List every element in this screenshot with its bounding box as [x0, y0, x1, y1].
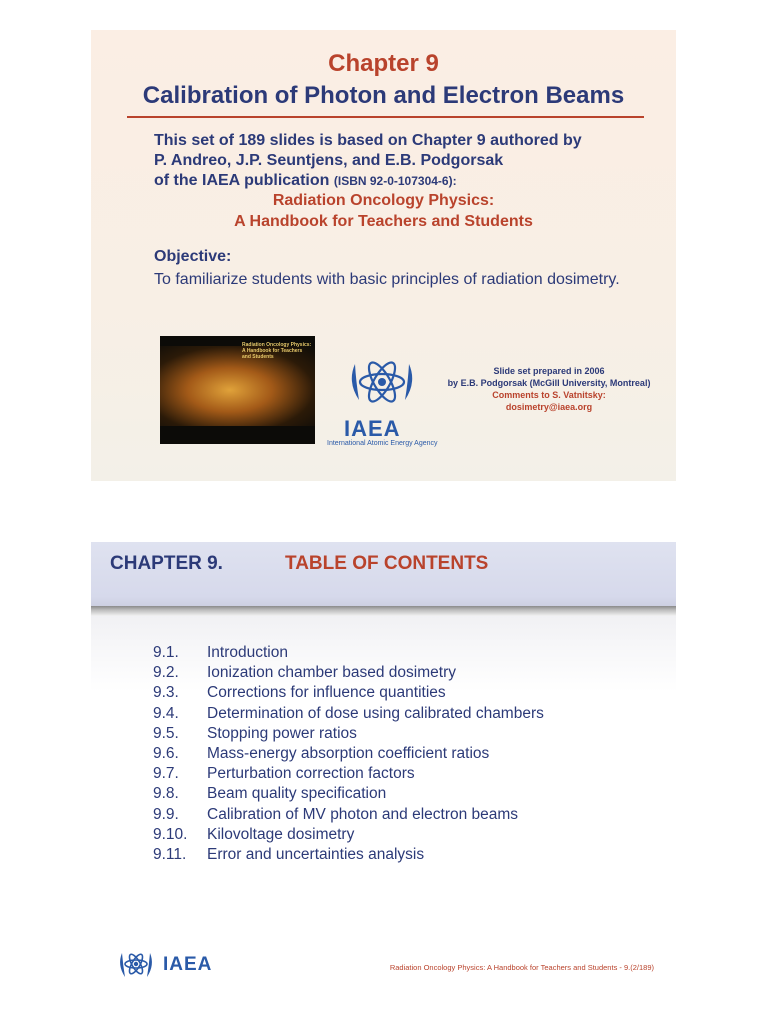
toc-heading: TABLE OF CONTENTS [285, 553, 489, 574]
toc-item [153, 785, 544, 805]
title-slide [91, 30, 676, 481]
toc-title: Ionization chamber based dosimetry [207, 664, 456, 682]
prepared-line-2: by E.B. Podgorsak (McGill University, Montreal) [447, 378, 651, 388]
footer-text: Radiation Oncology Physics: A Handbook for Teachers and Students - 9.(2/189) [389, 963, 654, 972]
title-divider [127, 116, 644, 118]
cover-title: Radiation Oncology Physics: A Handbook for Teachers and Students [242, 342, 312, 360]
toc-title: Kilovoltage dosimetry [207, 825, 355, 843]
iaea-logo-text: IAEA [344, 416, 401, 441]
toc-item [153, 846, 544, 866]
toc-title: Determination of dose using calibrated chambers [207, 704, 544, 722]
chapter-subtitle: Calibration of Photon and Electron Beams [142, 82, 625, 109]
book-title-line-1: Radiation Oncology Physics: [272, 192, 495, 209]
toc-title: Calibration of MV photon and electron beams [207, 805, 519, 823]
toc-title: Mass-energy absorption coefficient ratios [207, 744, 490, 762]
book-title-line-2: A Handbook for Teachers and Students [234, 213, 533, 230]
iaea-footer-emblem-icon [115, 945, 157, 987]
toc-number: 9.7. [153, 765, 179, 783]
objective-text: To familiarize students with basic principles of radiation dosimetry. [154, 271, 620, 288]
intro-line-3 [154, 172, 457, 190]
publication-text: of the IAEA publication [154, 172, 330, 189]
toc-number: 9.4. [153, 704, 179, 722]
toc-list [153, 644, 544, 866]
toc-title: Beam quality specification [207, 785, 387, 803]
prepared-line-1: Slide set prepared in 2006 [493, 366, 605, 376]
comments-line-1: Comments to S. Vatnitsky: [492, 390, 606, 400]
toc-title: Corrections for influence quantities [207, 684, 446, 702]
toc-title: Error and uncertainties analysis [207, 845, 425, 863]
intro-line-1: This set of 189 slides is based on Chapter 9 authored by [154, 132, 582, 149]
toc-item [153, 725, 544, 745]
footer-logo-text: IAEA [163, 954, 213, 975]
toc-title: Introduction [207, 644, 288, 661]
toc-number: 9.10. [153, 825, 188, 843]
toc-item [153, 684, 544, 704]
toc-number: 9.9. [153, 805, 179, 823]
toc-number: 9.2. [153, 664, 179, 682]
toc-number: 9.6. [153, 744, 179, 762]
chapter-label: CHAPTER 9. [110, 553, 223, 574]
toc-number: 9.8. [153, 785, 179, 803]
toc-number: 9.3. [153, 684, 179, 702]
book-cover-image [160, 336, 315, 444]
toc-number: 9.5. [153, 724, 179, 742]
intro-line-2: P. Andreo, J.P. Seuntjens, and E.B. Podgorsak [154, 152, 504, 169]
toc-item [153, 765, 544, 785]
toc-title: Perturbation correction factors [207, 765, 415, 783]
objective-label: Objective: [154, 248, 232, 265]
toc-item [153, 745, 544, 765]
iaea-agency-name: International Atomic Energy Agency [327, 440, 438, 447]
toc-item [153, 826, 544, 846]
comments-email: dosimetry@iaea.org [505, 402, 593, 412]
toc-item [153, 664, 544, 684]
header-shadow [91, 606, 676, 616]
toc-slide [91, 542, 676, 993]
toc-title: Stopping power ratios [207, 724, 357, 742]
toc-number: 9.11. [153, 845, 187, 863]
isbn-text: (ISBN 92-0-107304-6): [333, 174, 457, 188]
toc-item [153, 806, 544, 826]
chapter-title: Chapter 9 [328, 50, 439, 77]
toc-item [153, 705, 544, 725]
toc-number: 9.1. [153, 644, 179, 661]
toc-item [153, 644, 544, 664]
